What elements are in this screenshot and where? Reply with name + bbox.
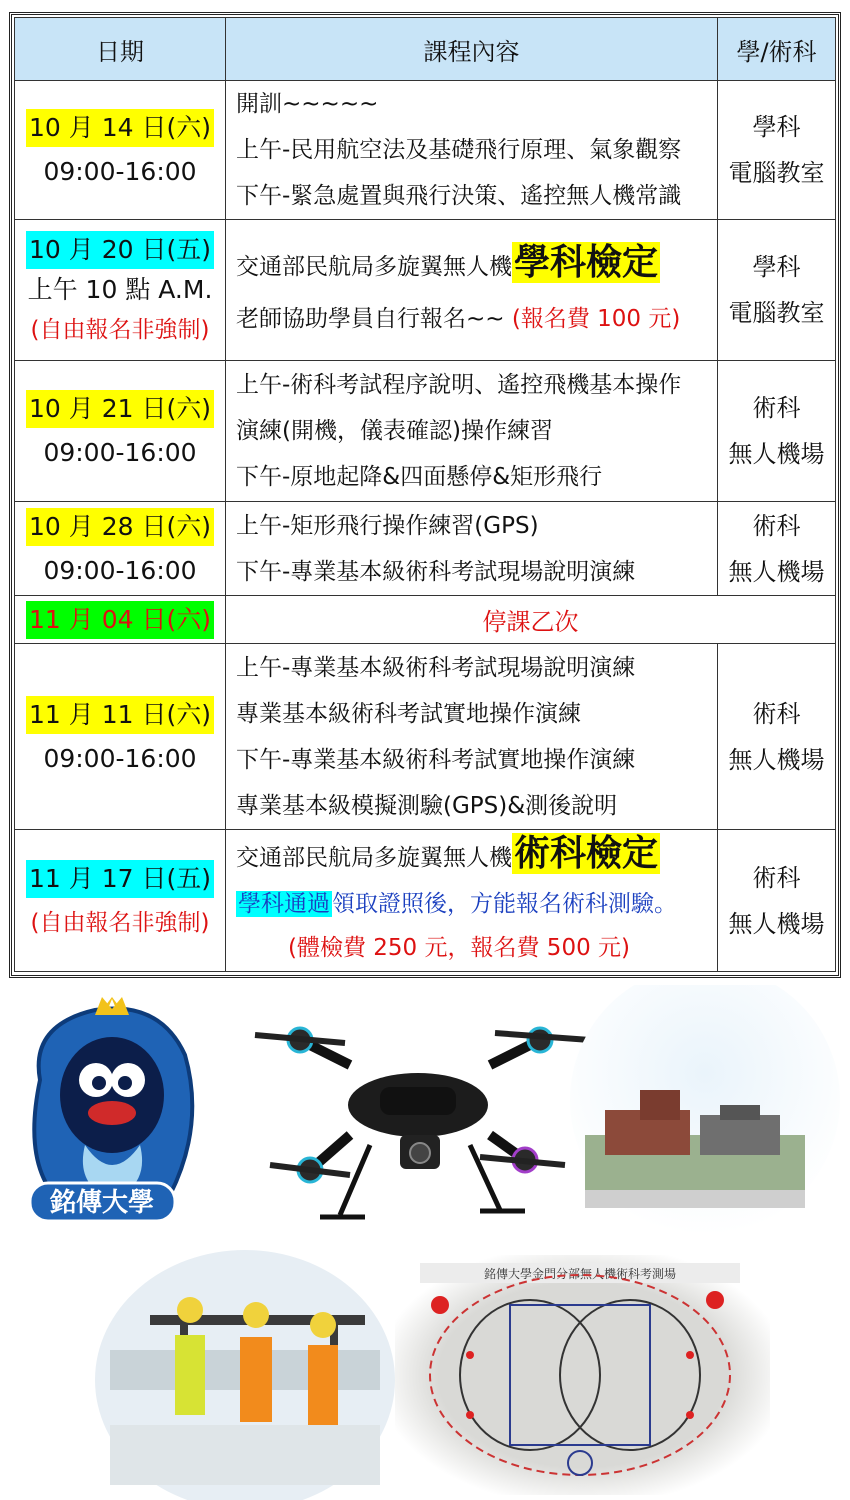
table-row bbox=[15, 596, 836, 644]
fee-label: (體檢費 250 元，報名費 500 元) bbox=[288, 934, 630, 961]
content-text: 交通部民航局多旋翼無人機 bbox=[236, 844, 512, 871]
content-line: 下午-原地起降&四面懸停&矩形飛行 bbox=[236, 464, 603, 490]
content-line: 上午-專業基本級術科考試現場說明演練 bbox=[236, 654, 636, 681]
room-label: 電腦教室 bbox=[728, 159, 825, 187]
row-type-cell bbox=[718, 361, 836, 502]
table-row bbox=[15, 361, 836, 502]
date-label: 11 月 17 日(五) bbox=[26, 860, 214, 898]
date-label: 10 月 14 日(六) bbox=[26, 109, 214, 147]
row-date-cell bbox=[15, 81, 226, 220]
cancel-notice: 停課乙次 bbox=[226, 596, 836, 644]
date-label: 10 月 21 日(六) bbox=[26, 390, 214, 428]
row-content-cell bbox=[226, 830, 718, 972]
type-label: 術科 bbox=[752, 511, 801, 540]
type-label: 術科 bbox=[752, 863, 801, 892]
content-text: 老師協助學員自行報名~~ bbox=[236, 306, 512, 332]
table-row bbox=[15, 644, 836, 830]
row-date-cell bbox=[15, 361, 226, 502]
type-label: 術科 bbox=[752, 699, 801, 728]
table-row bbox=[15, 830, 836, 972]
campus-building-photo bbox=[570, 985, 840, 1235]
room-label: 無人機場 bbox=[728, 909, 825, 938]
header-date: 日期 bbox=[15, 18, 226, 81]
date-label: 10 月 20 日(五) bbox=[26, 231, 214, 269]
row-content-cell bbox=[226, 361, 718, 502]
room-label: 無人機場 bbox=[728, 557, 825, 586]
drone-image bbox=[255, 1028, 590, 1217]
content-line: 上午-術科考試程序說明、遙控飛機基本操作 bbox=[236, 372, 682, 398]
content-line: 演練(開機，儀表確認)操作練習 bbox=[236, 418, 553, 444]
type-label: 術科 bbox=[752, 394, 801, 422]
logo-text: 銘傳大學 bbox=[49, 1188, 155, 1218]
time-label: 09:00-16:00 bbox=[43, 743, 197, 773]
content-line: 下午-緊急處置與飛行決策、遙控無人機常識 bbox=[236, 183, 682, 209]
room-label: 無人機場 bbox=[728, 440, 825, 468]
row-type-cell bbox=[718, 220, 836, 361]
table-row bbox=[15, 502, 836, 596]
content-text: 領取證照後， bbox=[332, 890, 470, 917]
row-date-cell bbox=[15, 220, 226, 361]
students-training-photo bbox=[95, 1250, 395, 1500]
content-line: 專業基本級模擬測驗(GPS)&測後說明 bbox=[236, 792, 618, 819]
table-row bbox=[15, 220, 836, 361]
row-content-cell bbox=[226, 81, 718, 220]
content-line: 上午-矩形飛行操作練習(GPS) bbox=[236, 512, 539, 539]
schedule-frame bbox=[9, 12, 841, 978]
drone-test-field-photo bbox=[395, 1255, 770, 1495]
date-label: 10 月 28 日(六) bbox=[26, 508, 214, 546]
type-label: 學科 bbox=[752, 113, 801, 141]
table-header-row bbox=[15, 18, 836, 81]
content-line: 下午-專業基本級術科考試現場說明演練 bbox=[236, 558, 636, 585]
row-date-cell bbox=[15, 596, 226, 644]
time-label: 09:00-16:00 bbox=[43, 157, 197, 186]
row-type-cell bbox=[718, 830, 836, 972]
room-label: 無人機場 bbox=[728, 745, 825, 774]
header-type: 學/術科 bbox=[718, 18, 836, 81]
time-label: 09:00-16:00 bbox=[43, 555, 197, 585]
row-type-cell bbox=[718, 502, 836, 596]
content-line: 上午-民用航空法及基礎飛行原理、氣象觀察 bbox=[236, 137, 682, 163]
content-line: 專業基本級術科考試實地操作演練 bbox=[236, 700, 581, 727]
row-content-cell bbox=[226, 644, 718, 830]
row-content-cell bbox=[226, 502, 718, 596]
exam-highlight: 術科檢定 bbox=[514, 832, 659, 874]
time-label: 09:00-16:00 bbox=[43, 438, 197, 467]
time-label: 上午 10 點 A.M. bbox=[27, 275, 213, 304]
room-label: 電腦教室 bbox=[728, 299, 825, 327]
note-label: (自由報名非強制) bbox=[30, 317, 210, 343]
row-content-cell bbox=[226, 220, 718, 361]
date-label: 11 月 11 日(六) bbox=[26, 696, 214, 734]
photo-collage bbox=[0, 985, 850, 1500]
schedule-table bbox=[14, 17, 836, 972]
date-label: 11 月 04 日(六) bbox=[26, 601, 214, 639]
field-banner: 銘傳大學金門分部無人機術科考測場 bbox=[483, 1267, 677, 1281]
table-row bbox=[15, 81, 836, 220]
header-content: 課程內容 bbox=[226, 18, 718, 81]
pass-highlight: 學科通過 bbox=[238, 890, 330, 917]
row-date-cell bbox=[15, 830, 226, 972]
row-type-cell bbox=[718, 81, 836, 220]
content-line: 開訓~~~~~ bbox=[236, 91, 379, 117]
row-type-cell bbox=[718, 644, 836, 830]
content-line: 下午-專業基本級術科考試實地操作演練 bbox=[236, 746, 636, 773]
type-label: 學科 bbox=[752, 253, 801, 281]
content-text: 方能報名術科測驗。 bbox=[470, 890, 677, 917]
content-text: 交通部民航局多旋翼無人機 bbox=[236, 254, 512, 280]
row-date-cell bbox=[15, 644, 226, 830]
university-mascot-logo bbox=[30, 997, 192, 1221]
fee-label: (報名費 100 元) bbox=[511, 306, 681, 332]
row-date-cell bbox=[15, 502, 226, 596]
note-label: (自由報名非強制) bbox=[30, 909, 210, 936]
exam-highlight: 學科檢定 bbox=[514, 242, 659, 283]
